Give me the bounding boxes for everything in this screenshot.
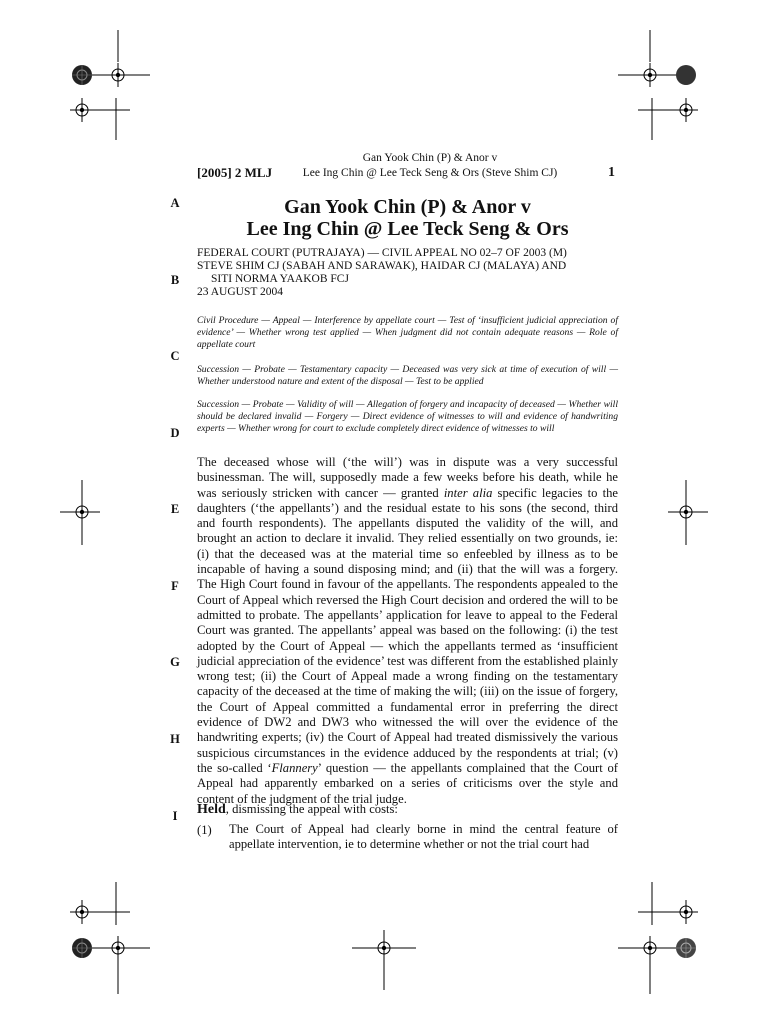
margin-letter-h: H [170,732,180,746]
page-number: 1 [608,165,615,180]
held-text: , dismissing the appeal with costs: [225,802,398,816]
running-title [285,152,575,180]
margin-letter-i: I [172,809,178,823]
summary-italic2: Flannery [271,760,318,775]
margin-letter-a: A [170,196,180,210]
headnote-summary [197,455,618,807]
summary-italic1: inter alia [443,485,493,500]
margin-letter-d: D [170,426,180,440]
running-title-line2: Lee Ing Chin @ Lee Teck Seng & Ors (Steve Shim CJ) [302,167,558,179]
catchword-3: Succession — Probate — Validity of will — Allegation of forgery and incapacity of deceased — Whether will should be declared invalid — Forgery — Direct evidence of witnesses to will and evidence of handwriting experts — Whether wrong for court to exclude completely direct evidence of witnesses to will [197,399,618,435]
court-line1: FEDERAL COURT (PUTRAJAYA) — CIVIL APPEAL NO 02–7 OF 2003 (M) [197,247,567,259]
margin-letter-g: G [170,655,180,669]
margin-letter-c: C [170,349,180,363]
court-line2: STEVE SHIM CJ (SABAH AND SARAWAK), HAIDAR CJ (MALAYA) AND [197,260,567,272]
summary-part2: specific legacies to the daughters (‘the appellants’) and the residual estate to his sons (the second, third and fourth respondents). The appellants disputed the validity of the will, and brought an action to declare it invalid. They relied essentially on two grounds, ie: (i) that the deceased was at the material time so enfeebled by illness as to be incapable of having a sound disposing mind; and (ii) that the will was a forgery. The High Court found in favour of the appellants. The respondents appealed to the Court of Appeal which reversed the High Court decision and ordered the will to be admitted to probate. The appellants’ application for leave to appeal to the Federal Court was granted. The appellants’ appeal was based on the following: (i) the test adopted by the Court of Appeal — which the appellants termed as ‘insufficient judicial appreciation of the evidence’ test was different from the established plainly wrong test; (ii) the Court of Appeal made a wrong finding on the testamentary capacity of the deceased at the time of making the will; (iii) on the issue of forgery, the Court of Appeal committed a fundamental error in preferring the direct evidence of DW2 and DW3 who witnessed the will over the evidence of the handwriting experts; (iv) the Court of Appeal had treated dismissively the various suspicious circumstances in the evidence adduced by the respondents at trial; (v) the so-called ‘ [197,485,618,775]
case-title-line2: Lee Ing Chin @ Lee Teck Seng & Ors [246,218,569,240]
court-info [197,247,618,299]
catchword-1: Civil Procedure — Appeal — Interference by appellate court — Test of ‘insufficient judicial appreciation of evidence’ — Whether wrong test applied — When judgment did not contain adequate reasons — Role of appellate court [197,315,618,351]
margin-letter-b: B [170,273,180,287]
case-title [197,196,618,240]
court-line3: SITI NORMA YAAKOB FCJ [211,273,349,285]
held-item-text: The Court of Appeal had clearly borne in mind the central feature of appellate intervention, ie to determine whether or not the trial court had [229,822,618,852]
catchword-2: Succession — Probate — Testamentary capacity — Deceased was very sick at time of execution of will — Whether understood nature and extent of the disposal — Test to be applied [197,364,618,388]
margin-letter-f: F [171,579,179,593]
citation: [2005] 2 MLJ [197,165,273,180]
decision-date: 23 AUGUST 2004 [197,286,284,298]
margin-letter-e: E [170,502,180,516]
summary-part1: The deceased whose will (‘the will’) was in dispute was a very successful businessman. The will, supposedly made a few weeks before his death, while he was seriously stricken with cancer — granted [197,455,618,500]
running-title-line1: Gan Yook Chin (P) & Anor v [362,152,498,164]
held-item-number: (1) [197,823,212,837]
held-label: Held [197,802,226,817]
held-heading [197,802,398,818]
case-title-line1: Gan Yook Chin (P) & Anor v [284,196,531,218]
summary-part3: ’ question — the appellants complained that the Court of Appeal had apparently embarked on a series of criticisms over the style and content of the judgment of the trial judge. [197,760,618,806]
